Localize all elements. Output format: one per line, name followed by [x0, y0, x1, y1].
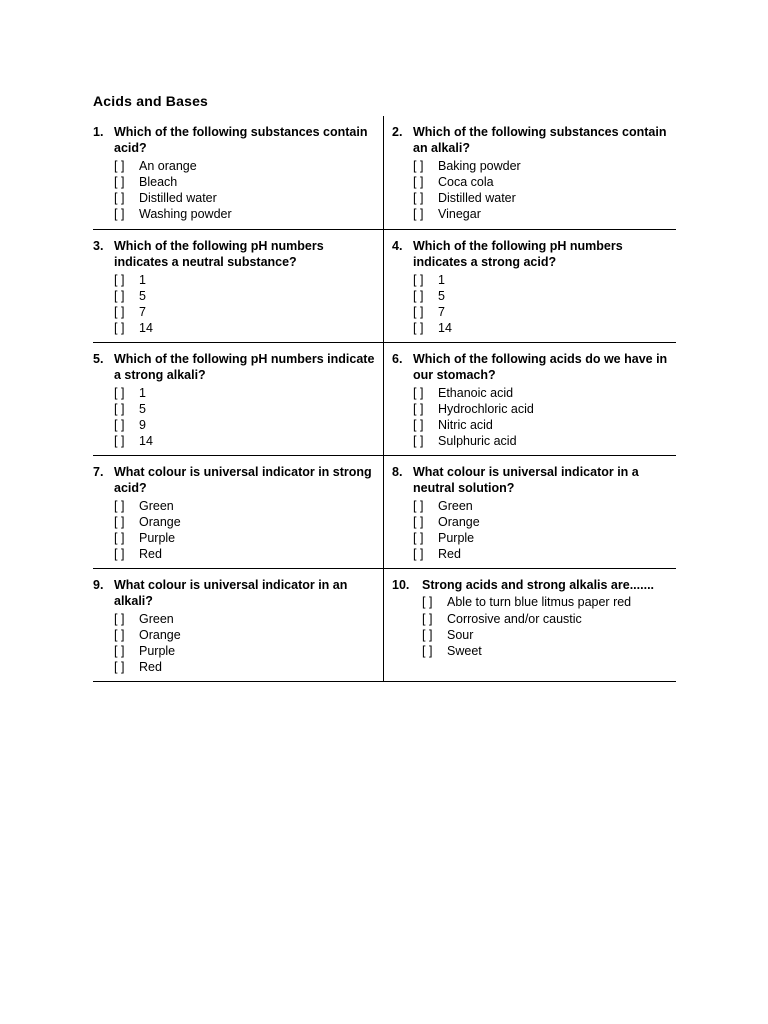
question-number: 5. — [93, 352, 104, 366]
checkbox[interactable]: [ ] — [413, 531, 424, 546]
option[interactable] — [392, 272, 676, 288]
checkbox[interactable]: [ ] — [114, 627, 125, 642]
option-label: 7 — [438, 305, 445, 320]
option[interactable] — [392, 320, 676, 336]
option[interactable] — [392, 498, 676, 514]
option[interactable] — [93, 659, 383, 675]
option-label: Washing powder — [139, 207, 232, 222]
question-number: 7. — [93, 465, 104, 479]
option[interactable] — [93, 530, 383, 546]
option-label: Orange — [139, 627, 181, 642]
checkbox[interactable]: [ ] — [114, 191, 125, 206]
checkbox[interactable]: [ ] — [413, 514, 424, 529]
option[interactable] — [392, 611, 676, 627]
option-label: 1 — [139, 385, 146, 400]
option[interactable] — [93, 288, 383, 304]
option[interactable] — [392, 627, 676, 643]
option-label: Vinegar — [438, 207, 481, 222]
option-label: 1 — [139, 272, 146, 287]
question-text: Which of the following substances contain an alkali? — [413, 125, 667, 156]
question-grid — [93, 116, 676, 682]
option-label: Ethanoic acid — [438, 385, 514, 400]
page-title: Acids and Bases — [93, 93, 209, 109]
option[interactable] — [392, 643, 676, 659]
option[interactable] — [93, 304, 383, 320]
option-label: Green — [139, 611, 174, 626]
option-label: Green — [438, 498, 473, 513]
option-label: Purple — [139, 531, 176, 546]
question-number: 6. — [392, 352, 403, 366]
option[interactable] — [93, 385, 383, 401]
checkbox[interactable]: [ ] — [413, 401, 424, 416]
option-label: Red — [139, 547, 162, 562]
question-number: 2. — [392, 125, 403, 139]
question-number: 3. — [93, 239, 104, 253]
checkbox[interactable]: [ ] — [114, 611, 125, 626]
question-text: Which of the following substances contain acid? — [114, 125, 368, 156]
checkbox[interactable]: [ ] — [114, 498, 125, 513]
option[interactable] — [392, 514, 676, 530]
option[interactable] — [392, 594, 676, 610]
option[interactable] — [93, 498, 383, 514]
option-label: 1 — [438, 272, 445, 287]
option-label: Sulphuric acid — [438, 434, 517, 449]
question-text: Which of the following pH numbers indicates a strong acid? — [413, 239, 623, 270]
question-number: 4. — [392, 239, 403, 253]
question-number: 10. — [392, 578, 410, 592]
option[interactable] — [93, 417, 383, 433]
option-label: 5 — [438, 288, 445, 303]
option[interactable] — [392, 385, 676, 401]
question-number: 9. — [93, 578, 104, 592]
checkbox[interactable]: [ ] — [422, 627, 433, 642]
checkbox[interactable]: [ ] — [422, 644, 433, 659]
checkbox[interactable]: [ ] — [114, 174, 125, 189]
question-3 — [93, 229, 384, 342]
checkbox[interactable]: [ ] — [413, 547, 424, 562]
question-text: Which of the following pH numbers indicates a neutral substance? — [114, 239, 324, 270]
checkbox[interactable]: [ ] — [413, 272, 424, 287]
checkbox[interactable]: [ ] — [413, 434, 424, 449]
option-label: 14 — [139, 434, 153, 449]
question-number: 8. — [392, 465, 403, 479]
option[interactable] — [392, 546, 676, 562]
option[interactable] — [392, 174, 676, 190]
option-label: Distilled water — [438, 191, 516, 206]
checkbox[interactable]: [ ] — [413, 158, 424, 173]
option[interactable] — [93, 546, 383, 562]
checkbox[interactable]: [ ] — [114, 434, 125, 449]
option-label: Corrosive and/or caustic — [447, 611, 582, 626]
checkbox[interactable]: [ ] — [422, 611, 433, 626]
checkbox[interactable]: [ ] — [114, 514, 125, 529]
option[interactable] — [93, 174, 383, 190]
question-text: What colour is universal indicator in a neutral solution? — [413, 465, 639, 496]
option-label: Red — [139, 660, 162, 675]
checkbox[interactable]: [ ] — [114, 272, 125, 287]
checkbox[interactable]: [ ] — [114, 385, 125, 400]
option-label: Green — [139, 498, 174, 513]
option[interactable] — [93, 643, 383, 659]
checkbox[interactable]: [ ] — [413, 498, 424, 513]
option[interactable] — [392, 417, 676, 433]
option[interactable] — [93, 158, 383, 174]
checkbox[interactable]: [ ] — [413, 174, 424, 189]
option-label: Purple — [139, 644, 176, 659]
checkbox[interactable]: [ ] — [114, 644, 125, 659]
option[interactable] — [93, 320, 383, 336]
checkbox[interactable]: [ ] — [114, 207, 125, 222]
option[interactable] — [93, 272, 383, 288]
option[interactable] — [93, 627, 383, 643]
option-label: 14 — [438, 321, 452, 336]
option[interactable] — [93, 611, 383, 627]
option[interactable] — [93, 206, 383, 222]
option[interactable] — [392, 288, 676, 304]
option-label: Coca cola — [438, 174, 494, 189]
question-text: What colour is universal indicator in strong acid? — [114, 465, 372, 496]
option-label: Hydrochloric acid — [438, 401, 534, 416]
option-label: Baking powder — [438, 158, 521, 173]
checkbox[interactable]: [ ] — [114, 321, 125, 336]
option[interactable] — [392, 190, 676, 206]
option-label: An orange — [139, 158, 197, 173]
question-text: Which of the following pH numbers indicate a strong alkali? — [114, 352, 375, 383]
question-8 — [384, 455, 676, 568]
option-label: 9 — [139, 418, 146, 433]
option-label: Purple — [438, 531, 475, 546]
option[interactable] — [392, 401, 676, 417]
checkbox[interactable]: [ ] — [422, 595, 433, 610]
option[interactable] — [93, 514, 383, 530]
option[interactable] — [93, 401, 383, 417]
option[interactable] — [392, 304, 676, 320]
question-1 — [93, 116, 384, 229]
question-4 — [384, 229, 676, 342]
option[interactable] — [392, 158, 676, 174]
checkbox[interactable]: [ ] — [114, 305, 125, 320]
option-label: 5 — [139, 401, 146, 416]
option-label: 5 — [139, 288, 146, 303]
option-label: Sweet — [447, 644, 482, 659]
checkbox[interactable]: [ ] — [114, 660, 125, 675]
checkbox[interactable]: [ ] — [413, 385, 424, 400]
option-label: 7 — [139, 305, 146, 320]
checkbox[interactable]: [ ] — [413, 305, 424, 320]
option-label: Able to turn blue litmus paper red — [447, 595, 632, 610]
option-label: Nitric acid — [438, 418, 493, 433]
option-label: Sour — [447, 627, 474, 642]
checkbox[interactable]: [ ] — [413, 418, 424, 433]
option[interactable] — [93, 433, 383, 449]
question-2 — [384, 116, 676, 229]
option[interactable] — [93, 190, 383, 206]
checkbox[interactable]: [ ] — [114, 547, 125, 562]
checkbox[interactable]: [ ] — [413, 288, 424, 303]
option[interactable] — [392, 530, 676, 546]
checkbox[interactable]: [ ] — [413, 191, 424, 206]
option-label: Distilled water — [139, 191, 217, 206]
option[interactable] — [392, 206, 676, 222]
option-label: Orange — [438, 514, 480, 529]
checkbox[interactable]: [ ] — [413, 321, 424, 336]
checkbox[interactable]: [ ] — [114, 418, 125, 433]
checkbox[interactable]: [ ] — [114, 531, 125, 546]
question-text: Which of the following acids do we have in our stomach? — [413, 352, 668, 383]
question-number: 1. — [93, 125, 104, 139]
question-9 — [93, 568, 384, 681]
question-5 — [93, 342, 384, 455]
checkbox[interactable]: [ ] — [114, 288, 125, 303]
question-6 — [384, 342, 676, 455]
checkbox[interactable]: [ ] — [114, 158, 125, 173]
question-7 — [93, 455, 384, 568]
checkbox[interactable]: [ ] — [114, 401, 125, 416]
question-text: Strong acids and strong alkalis are....... — [422, 578, 655, 592]
option-label: Bleach — [139, 174, 178, 189]
option-label: Orange — [139, 514, 181, 529]
option-label: Red — [438, 547, 461, 562]
checkbox[interactable]: [ ] — [413, 207, 424, 222]
question-text: What colour is universal indicator in an alkali? — [114, 578, 348, 609]
option[interactable] — [392, 433, 676, 449]
question-10 — [384, 568, 676, 681]
option-label: 14 — [139, 321, 153, 336]
